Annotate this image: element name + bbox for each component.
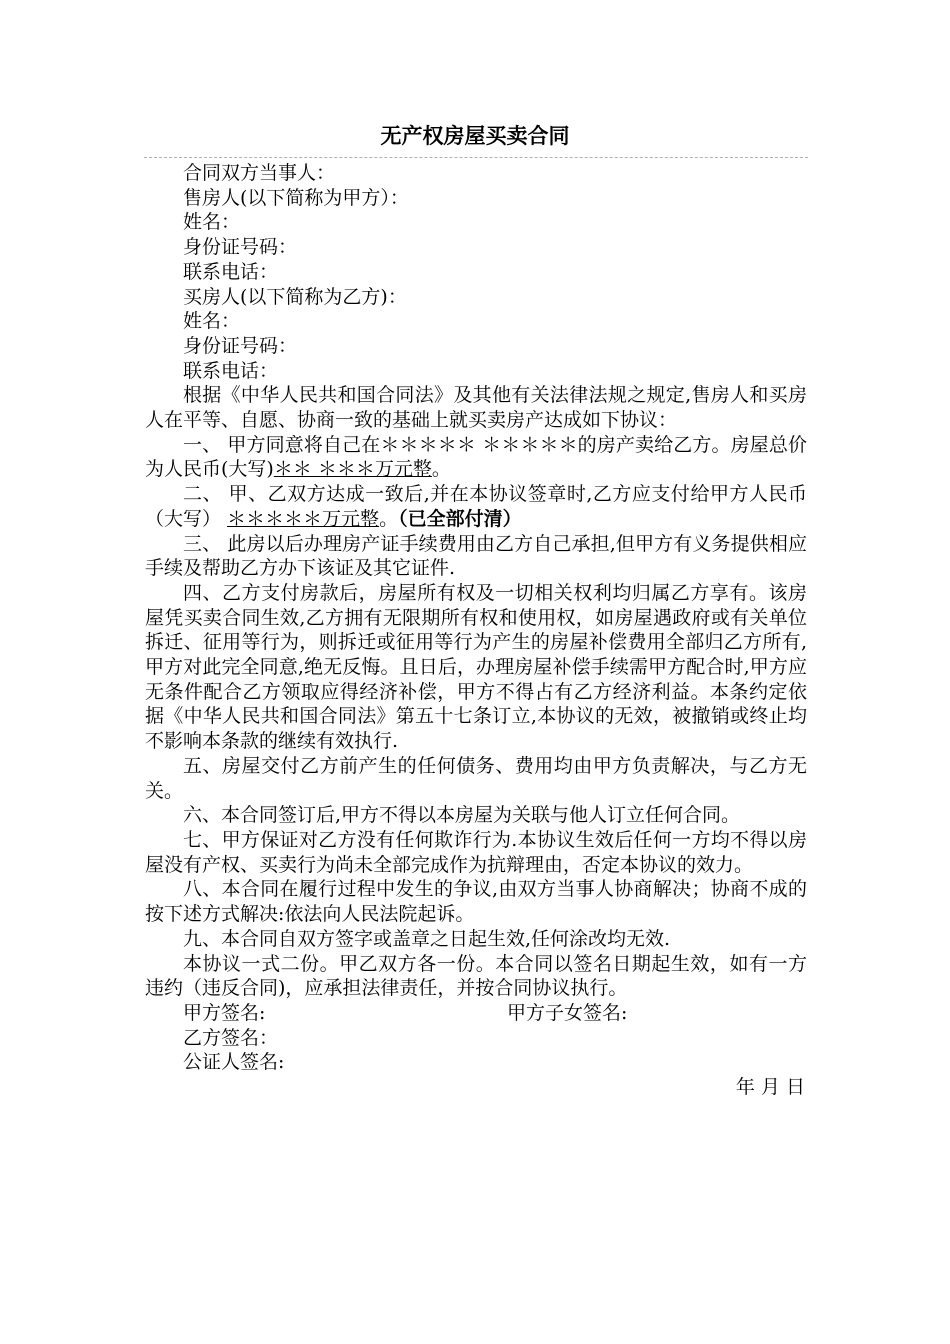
notary-signature-label: 公证人签名: bbox=[183, 1051, 285, 1074]
clause-7: 七、甲方保证对乙方没有任何欺诈行为.本协议生效后任何一方均不得以房屋没有产权、买卖行为尚未全部完成作为抗辩理由，否定本协议的效力。 bbox=[145, 828, 807, 876]
clause-2-amount: ＊＊＊＊＊万元整 bbox=[227, 507, 380, 530]
parties-header: 合同双方当事人： bbox=[183, 162, 336, 184]
signature-row-seller bbox=[145, 1001, 807, 1026]
date-line: 年 月 日 bbox=[735, 1076, 805, 1099]
clause-4: 四、乙方支付房款后，房屋所有权及一切相关权利均归属乙方享有。该房屋凭买卖合同生效,乙方拥有无限期所有权和使用权，如房屋遇政府或有关单位拆迁、征用等行为，则拆迁或征用等行为产生的房屋补偿费用全部归乙方所有,甲方对此完全同意,绝无反悔。且日后，办理房屋补偿手续需甲方配合时,甲方应无条件配合乙方领取应得经济补偿，甲方不得占有乙方经济利益。本条约定依据《中华人民共和国合同法》第五十七条订立,本协议的无效，被撤销或终止均不影响本条款的继续有效执行. bbox=[145, 581, 807, 753]
clause-2 bbox=[145, 482, 807, 531]
clause-3: 三、 此房以后办理房产证手续费用由乙方自己承担,但甲方有义务提供相应手续及帮助乙方办下该证及其它证件. bbox=[145, 532, 807, 580]
clause-6: 六、本合同签订后,甲方不得以本房屋为关联与他人订立任何合同。 bbox=[183, 804, 741, 827]
clause-2-text: 二、 甲、乙双方达成一致后,并在本协议签章时,乙方应支付给甲方人民币（大写） bbox=[145, 483, 807, 530]
clause-2-end: 。 bbox=[379, 507, 399, 530]
buyer-phone-label: 联系电话： bbox=[183, 359, 279, 382]
seller-header: 售房人(以下简称为甲方）： bbox=[183, 186, 409, 209]
seller-signature-label: 甲方签名: bbox=[183, 1001, 266, 1024]
buyer-header: 买房人(以下简称为乙方)： bbox=[183, 285, 407, 308]
buyer-signature-label: 乙方签名： bbox=[183, 1026, 279, 1049]
seller-name-label: 姓名： bbox=[183, 211, 241, 234]
seller-phone-label: 联系电话： bbox=[183, 260, 279, 283]
clause-1-text: 一、 甲方同意将自己在＊＊＊＊＊ ＊＊＊＊＊的房产卖给乙方。房屋总价为人民币(大写) bbox=[145, 433, 807, 481]
seller-children-signature-label: 甲方子女签名: bbox=[507, 1001, 628, 1024]
clause-2-paid-note: （已全部付清） bbox=[398, 507, 522, 530]
clause-1-amount: ＊＊ ＊＊＊万元整 bbox=[273, 458, 432, 481]
clause-1 bbox=[145, 433, 807, 482]
document-title: 无产权房屋买卖合同 bbox=[380, 123, 570, 148]
clause-9: 九、本合同自双方签字或盖章之日起生效,任何涂改均无效. bbox=[183, 927, 671, 950]
title-divider bbox=[144, 157, 808, 158]
seller-id-label: 身份证号码： bbox=[183, 236, 298, 259]
copies-paragraph: 本协议一式二份。甲乙双方各一份。本合同以签名日期起生效，如有一方违约（违反合同)，应承担法律责任，并按合同协议执行。 bbox=[145, 952, 807, 1000]
clause-8: 八、本合同在履行过程中发生的争议,由双方当事人协商解决；协商不成的按下述方式解决:依法向人民法院起诉。 bbox=[145, 878, 807, 926]
contract-body bbox=[145, 161, 807, 1100]
buyer-id-label: 身份证号码： bbox=[183, 334, 298, 357]
preamble-paragraph: 根据《中华人民共和国合同法》及其他有关法律法规之规定,售房人和买房人在平等、自愿、协商一致的基础上就买卖房产达成如下协议： bbox=[145, 384, 807, 432]
clause-5: 五、房屋交付乙方前产生的任何债务、费用均由甲方负责解决，与乙方无关。 bbox=[145, 754, 807, 802]
buyer-name-label: 姓名： bbox=[183, 310, 241, 333]
clause-1-end: 。 bbox=[431, 458, 451, 481]
